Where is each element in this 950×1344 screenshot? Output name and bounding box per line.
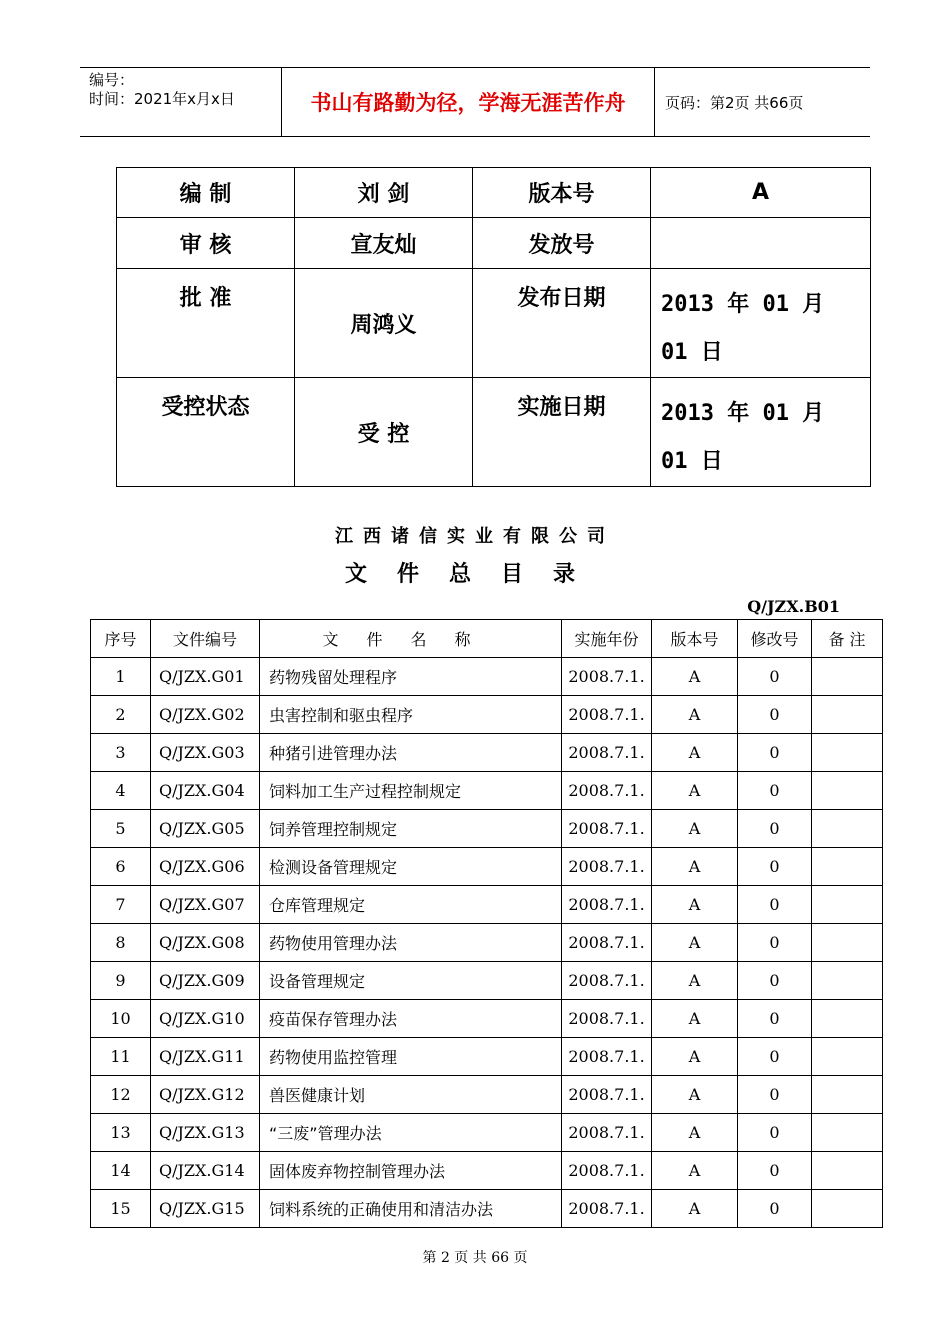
cell-version: A <box>652 1114 738 1152</box>
file-index-table <box>90 619 883 1228</box>
cell-name: “三废”管理办法 <box>260 1114 562 1152</box>
cell-remarks <box>812 1038 883 1076</box>
approval-value: A <box>651 168 871 218</box>
cell-version: A <box>652 1076 738 1114</box>
cell-year: 2008.7.1. <box>562 924 652 962</box>
col-header-version: 版本号 <box>652 620 738 658</box>
cell-version: A <box>652 772 738 810</box>
cell-name: 饲养管理控制规定 <box>260 810 562 848</box>
cell-code: Q/JZX.G06 <box>151 848 260 886</box>
table-row <box>91 962 883 1000</box>
company-name: 江西诸信实业有限公司 <box>335 526 615 547</box>
header-number: 编号： <box>89 71 135 89</box>
cell-remarks <box>812 924 883 962</box>
cell-seq: 9 <box>91 962 151 1000</box>
cell-remarks <box>812 810 883 848</box>
approval-row <box>117 168 871 218</box>
table-row <box>91 772 883 810</box>
cell-name: 仓库管理规定 <box>260 886 562 924</box>
col-header-name: 文件名称 <box>260 620 562 658</box>
approval-value: 受 控 <box>295 378 473 487</box>
table-row <box>91 848 883 886</box>
cell-version: A <box>652 1000 738 1038</box>
approval-label: 发放号 <box>473 218 651 269</box>
cell-revision: 0 <box>738 734 812 772</box>
cell-seq: 5 <box>91 810 151 848</box>
cell-code: Q/JZX.G05 <box>151 810 260 848</box>
cell-revision: 0 <box>738 962 812 1000</box>
approval-row <box>117 378 871 487</box>
cell-name: 兽医健康计划 <box>260 1076 562 1114</box>
table-row <box>91 810 883 848</box>
cell-seq: 4 <box>91 772 151 810</box>
cell-version: A <box>652 810 738 848</box>
approval-value: 宣友灿 <box>295 218 473 269</box>
cell-revision: 0 <box>738 1114 812 1152</box>
approval-row <box>117 218 871 269</box>
cell-name: 药物使用监控管理 <box>260 1038 562 1076</box>
cell-name: 固体废弃物控制管理办法 <box>260 1152 562 1190</box>
table-row <box>91 734 883 772</box>
table-row <box>91 1000 883 1038</box>
cell-seq: 13 <box>91 1114 151 1152</box>
cell-remarks <box>812 848 883 886</box>
cell-code: Q/JZX.G14 <box>151 1152 260 1190</box>
document-number: Q/JZX.B01 <box>747 597 840 616</box>
approval-label: 发布日期 <box>473 269 651 378</box>
cell-seq: 3 <box>91 734 151 772</box>
cell-year: 2008.7.1. <box>562 772 652 810</box>
table-header-row <box>91 620 883 658</box>
cell-seq: 1 <box>91 658 151 696</box>
cell-seq: 6 <box>91 848 151 886</box>
approval-date: 2013 年 01 月 01 日 <box>651 378 871 487</box>
cell-remarks <box>812 1000 883 1038</box>
cell-year: 2008.7.1. <box>562 886 652 924</box>
cell-revision: 0 <box>738 924 812 962</box>
cell-revision: 0 <box>738 848 812 886</box>
cell-name: 药物使用管理办法 <box>260 924 562 962</box>
cell-year: 2008.7.1. <box>562 1038 652 1076</box>
cell-version: A <box>652 658 738 696</box>
cell-revision: 0 <box>738 886 812 924</box>
cell-code: Q/JZX.G04 <box>151 772 260 810</box>
cell-version: A <box>652 1038 738 1076</box>
cell-year: 2008.7.1. <box>562 810 652 848</box>
table-row <box>91 696 883 734</box>
cell-year: 2008.7.1. <box>562 658 652 696</box>
approval-row <box>117 269 871 378</box>
cell-revision: 0 <box>738 810 812 848</box>
cell-name: 药物残留处理程序 <box>260 658 562 696</box>
cell-year: 2008.7.1. <box>562 848 652 886</box>
cell-revision: 0 <box>738 1038 812 1076</box>
cell-remarks <box>812 658 883 696</box>
cell-year: 2008.7.1. <box>562 1190 652 1228</box>
cell-code: Q/JZX.G11 <box>151 1038 260 1076</box>
col-header-remarks: 备 注 <box>812 620 883 658</box>
cell-year: 2008.7.1. <box>562 1000 652 1038</box>
cell-year: 2008.7.1. <box>562 1076 652 1114</box>
cell-year: 2008.7.1. <box>562 734 652 772</box>
cell-remarks <box>812 1076 883 1114</box>
cell-name: 种猪引进管理办法 <box>260 734 562 772</box>
header-meta <box>80 68 282 136</box>
cell-seq: 2 <box>91 696 151 734</box>
cell-name: 疫苗保存管理办法 <box>260 1000 562 1038</box>
cell-name: 检测设备管理规定 <box>260 848 562 886</box>
cell-seq: 10 <box>91 1000 151 1038</box>
cell-remarks <box>812 734 883 772</box>
cell-name: 饲料系统的正确使用和清洁办法 <box>260 1190 562 1228</box>
page-header <box>80 67 870 137</box>
cell-code: Q/JZX.G02 <box>151 696 260 734</box>
cell-code: Q/JZX.G15 <box>151 1190 260 1228</box>
table-row <box>91 658 883 696</box>
approval-label: 审 核 <box>117 218 295 269</box>
cell-year: 2008.7.1. <box>562 1152 652 1190</box>
header-motto: 书山有路勤为径，学海无涯苦作舟 <box>282 68 655 136</box>
cell-revision: 0 <box>738 1076 812 1114</box>
cell-code: Q/JZX.G09 <box>151 962 260 1000</box>
cell-seq: 8 <box>91 924 151 962</box>
cell-year: 2008.7.1. <box>562 962 652 1000</box>
cell-year: 2008.7.1. <box>562 1114 652 1152</box>
cell-code: Q/JZX.G07 <box>151 886 260 924</box>
table-row <box>91 1114 883 1152</box>
cell-version: A <box>652 734 738 772</box>
cell-version: A <box>652 1152 738 1190</box>
cell-revision: 0 <box>738 696 812 734</box>
cell-version: A <box>652 848 738 886</box>
approval-value: 周鸿义 <box>295 269 473 378</box>
table-row <box>91 1038 883 1076</box>
approval-label: 受控状态 <box>117 378 295 487</box>
cell-code: Q/JZX.G10 <box>151 1000 260 1038</box>
header-time: 时间：2021年x月x日 <box>89 90 235 108</box>
approval-label: 编 制 <box>117 168 295 218</box>
cell-name: 设备管理规定 <box>260 962 562 1000</box>
header-page-info: 页码：第2页 共66页 <box>665 93 804 112</box>
cell-year: 2008.7.1. <box>562 696 652 734</box>
cell-remarks <box>812 962 883 1000</box>
cell-remarks <box>812 1152 883 1190</box>
cell-revision: 0 <box>738 658 812 696</box>
table-row <box>91 924 883 962</box>
document-title: 文件总目录 <box>344 562 605 587</box>
cell-remarks <box>812 696 883 734</box>
cell-revision: 0 <box>738 1190 812 1228</box>
approval-table <box>116 167 871 487</box>
table-row <box>91 886 883 924</box>
approval-label: 实施日期 <box>473 378 651 487</box>
cell-name: 饲料加工生产过程控制规定 <box>260 772 562 810</box>
cell-version: A <box>652 1190 738 1228</box>
col-header-code: 文件编号 <box>151 620 260 658</box>
cell-remarks <box>812 1190 883 1228</box>
cell-remarks <box>812 886 883 924</box>
cell-seq: 11 <box>91 1038 151 1076</box>
approval-value <box>651 218 871 269</box>
cell-version: A <box>652 886 738 924</box>
cell-name: 虫害控制和驱虫程序 <box>260 696 562 734</box>
cell-remarks <box>812 1114 883 1152</box>
page-footer: 第 2 页 共 66 页 <box>422 1250 528 1266</box>
approval-date: 2013 年 01 月 01 日 <box>651 269 871 378</box>
approval-label: 版本号 <box>473 168 651 218</box>
table-row <box>91 1076 883 1114</box>
cell-remarks <box>812 772 883 810</box>
cell-code: Q/JZX.G08 <box>151 924 260 962</box>
cell-seq: 14 <box>91 1152 151 1190</box>
approval-label: 批 准 <box>117 269 295 378</box>
table-row <box>91 1190 883 1228</box>
cell-seq: 12 <box>91 1076 151 1114</box>
table-body <box>91 658 883 1228</box>
cell-revision: 0 <box>738 772 812 810</box>
cell-code: Q/JZX.G12 <box>151 1076 260 1114</box>
approval-value: 刘 剑 <box>295 168 473 218</box>
col-header-year: 实施年份 <box>562 620 652 658</box>
cell-revision: 0 <box>738 1152 812 1190</box>
table-row <box>91 1152 883 1190</box>
col-header-seq: 序号 <box>91 620 151 658</box>
col-header-revision: 修改号 <box>738 620 812 658</box>
cell-code: Q/JZX.G03 <box>151 734 260 772</box>
cell-version: A <box>652 696 738 734</box>
cell-seq: 7 <box>91 886 151 924</box>
cell-seq: 15 <box>91 1190 151 1228</box>
cell-code: Q/JZX.G13 <box>151 1114 260 1152</box>
cell-code: Q/JZX.G01 <box>151 658 260 696</box>
cell-version: A <box>652 924 738 962</box>
cell-revision: 0 <box>738 1000 812 1038</box>
cell-version: A <box>652 962 738 1000</box>
